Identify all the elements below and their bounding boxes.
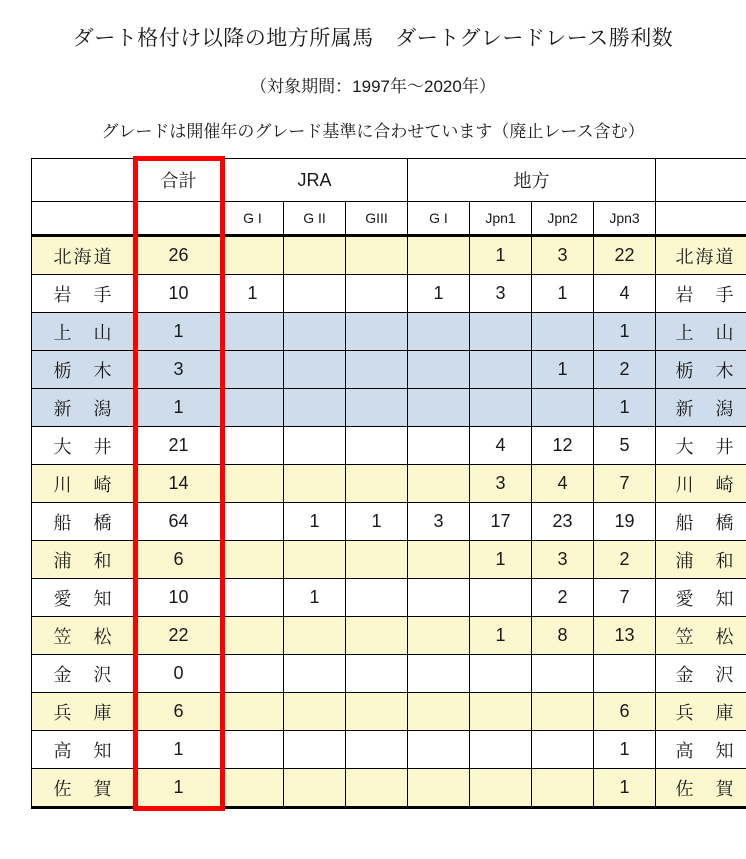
row-cell	[346, 769, 408, 808]
row-cell	[470, 313, 532, 351]
row-cell	[284, 769, 346, 808]
row-cell	[346, 617, 408, 655]
table-row	[32, 769, 746, 808]
table-row	[32, 427, 746, 465]
row-cell	[222, 503, 284, 541]
subheader-1: G II	[284, 202, 346, 236]
row-cell	[346, 693, 408, 731]
subheader-3: G I	[408, 202, 470, 236]
row-cell: 8	[532, 617, 594, 655]
row-label-right: 笠 松	[656, 617, 746, 655]
row-total: 6	[136, 541, 222, 579]
row-cell	[346, 427, 408, 465]
row-label-left: 船 橋	[32, 503, 136, 541]
row-cell: 17	[470, 503, 532, 541]
subheader-blank-right	[656, 202, 746, 236]
row-cell	[408, 693, 470, 731]
row-cell: 19	[594, 503, 656, 541]
row-cell	[284, 693, 346, 731]
row-cell	[284, 236, 346, 275]
table-row	[32, 617, 746, 655]
row-cell: 1	[222, 275, 284, 313]
row-cell	[284, 313, 346, 351]
row-label-right: 上 山	[656, 313, 746, 351]
row-cell	[222, 655, 284, 693]
row-cell: 5	[594, 427, 656, 465]
row-cell: 1	[284, 579, 346, 617]
row-cell	[222, 617, 284, 655]
row-cell: 1	[532, 275, 594, 313]
row-label-left: 新 潟	[32, 389, 136, 427]
row-cell	[222, 236, 284, 275]
row-total: 0	[136, 655, 222, 693]
row-cell	[346, 579, 408, 617]
row-cell: 4	[594, 275, 656, 313]
row-cell: 3	[532, 541, 594, 579]
row-cell	[346, 389, 408, 427]
row-cell	[532, 693, 594, 731]
row-cell	[470, 389, 532, 427]
row-cell: 22	[594, 236, 656, 275]
row-total: 10	[136, 579, 222, 617]
row-cell	[346, 313, 408, 351]
row-total: 22	[136, 617, 222, 655]
row-label-right: 愛 知	[656, 579, 746, 617]
row-cell	[408, 236, 470, 275]
table-row	[32, 541, 746, 579]
table-row	[32, 275, 746, 313]
row-cell: 3	[532, 236, 594, 275]
row-cell	[346, 236, 408, 275]
row-label-right: 金 沢	[656, 655, 746, 693]
table-row	[32, 731, 746, 769]
row-label-left: 金 沢	[32, 655, 136, 693]
table-row	[32, 313, 746, 351]
subheader-2: GIII	[346, 202, 408, 236]
row-label-right: 栃 木	[656, 351, 746, 389]
row-cell: 12	[532, 427, 594, 465]
row-cell: 1	[594, 731, 656, 769]
row-cell	[284, 731, 346, 769]
row-cell	[222, 465, 284, 503]
row-label-right: 大 井	[656, 427, 746, 465]
row-cell	[408, 351, 470, 389]
row-label-right: 川 崎	[656, 465, 746, 503]
row-cell	[532, 731, 594, 769]
row-cell	[594, 655, 656, 693]
row-cell: 1	[594, 389, 656, 427]
subheader-6: Jpn3	[594, 202, 656, 236]
row-label-left: 北海道	[32, 236, 136, 275]
row-cell	[470, 731, 532, 769]
table-row	[32, 503, 746, 541]
row-cell	[222, 769, 284, 808]
row-cell	[470, 769, 532, 808]
row-cell	[346, 275, 408, 313]
row-total: 14	[136, 465, 222, 503]
page-title: ダート格付け以降の地方所属馬 ダートグレードレース勝利数	[72, 27, 674, 50]
row-cell	[222, 541, 284, 579]
row-label-right: 兵 庫	[656, 693, 746, 731]
row-cell: 1	[470, 236, 532, 275]
table-row	[32, 693, 746, 731]
header-local: 地方	[408, 159, 656, 202]
row-total: 3	[136, 351, 222, 389]
row-label-left: 佐 賀	[32, 769, 136, 808]
row-cell: 2	[594, 541, 656, 579]
row-cell: 7	[594, 465, 656, 503]
row-cell	[284, 617, 346, 655]
header-jra: JRA	[222, 159, 408, 202]
row-cell: 1	[470, 541, 532, 579]
row-cell: 23	[532, 503, 594, 541]
row-cell	[408, 655, 470, 693]
row-cell	[284, 275, 346, 313]
row-label-left: 上 山	[32, 313, 136, 351]
table-row	[32, 351, 746, 389]
row-cell: 1	[532, 351, 594, 389]
row-label-right: 浦 和	[656, 541, 746, 579]
row-cell	[408, 541, 470, 579]
table-header-sub-row	[32, 202, 746, 236]
row-cell: 4	[532, 465, 594, 503]
row-cell	[346, 541, 408, 579]
row-cell	[346, 351, 408, 389]
row-label-right: 北海道	[656, 236, 746, 275]
row-total: 26	[136, 236, 222, 275]
row-cell: 2	[532, 579, 594, 617]
subheader-total-blank	[136, 202, 222, 236]
row-cell	[470, 655, 532, 693]
row-cell	[284, 427, 346, 465]
row-cell	[532, 655, 594, 693]
row-cell	[532, 313, 594, 351]
row-label-left: 兵 庫	[32, 693, 136, 731]
row-label-right: 新 潟	[656, 389, 746, 427]
row-cell	[408, 389, 470, 427]
row-cell	[470, 693, 532, 731]
subheader-0: G I	[222, 202, 284, 236]
row-cell	[408, 465, 470, 503]
row-cell	[222, 579, 284, 617]
row-total: 1	[136, 389, 222, 427]
row-cell	[222, 389, 284, 427]
row-cell	[222, 427, 284, 465]
row-cell	[346, 731, 408, 769]
row-total: 1	[136, 313, 222, 351]
table-row	[32, 655, 746, 693]
row-cell	[222, 731, 284, 769]
row-cell: 3	[470, 275, 532, 313]
row-cell	[470, 351, 532, 389]
table-row	[32, 236, 746, 275]
row-cell	[408, 731, 470, 769]
subheader-5: Jpn2	[532, 202, 594, 236]
row-cell	[222, 693, 284, 731]
row-cell: 2	[594, 351, 656, 389]
row-cell	[222, 313, 284, 351]
row-cell	[532, 769, 594, 808]
win-count-table	[31, 158, 746, 809]
row-cell: 3	[408, 503, 470, 541]
row-total: 64	[136, 503, 222, 541]
row-cell: 1	[346, 503, 408, 541]
row-cell	[284, 655, 346, 693]
subheader-blank-left	[32, 202, 136, 236]
row-label-left: 高 知	[32, 731, 136, 769]
row-cell: 4	[470, 427, 532, 465]
row-cell: 1	[284, 503, 346, 541]
row-label-right: 船 橋	[656, 503, 746, 541]
row-label-left: 浦 和	[32, 541, 136, 579]
subheader-4: Jpn1	[470, 202, 532, 236]
row-label-left: 岩 手	[32, 275, 136, 313]
row-total: 10	[136, 275, 222, 313]
row-label-left: 愛 知	[32, 579, 136, 617]
row-total: 6	[136, 693, 222, 731]
row-total: 1	[136, 731, 222, 769]
row-label-left: 栃 木	[32, 351, 136, 389]
header-blank-right	[656, 159, 746, 202]
title-block	[0, 0, 746, 142]
row-cell	[408, 313, 470, 351]
row-cell	[408, 427, 470, 465]
row-cell	[470, 579, 532, 617]
row-label-right: 岩 手	[656, 275, 746, 313]
row-cell	[284, 541, 346, 579]
row-cell: 1	[470, 617, 532, 655]
row-cell	[346, 465, 408, 503]
table-row	[32, 389, 746, 427]
row-cell	[284, 465, 346, 503]
row-cell: 7	[594, 579, 656, 617]
table-container	[31, 158, 736, 809]
row-cell: 1	[594, 769, 656, 808]
header-total: 合計	[136, 159, 222, 202]
table-row	[32, 465, 746, 503]
row-cell: 13	[594, 617, 656, 655]
row-label-right: 佐 賀	[656, 769, 746, 808]
row-label-left: 大 井	[32, 427, 136, 465]
row-cell	[408, 617, 470, 655]
row-label-right: 高 知	[656, 731, 746, 769]
row-total: 1	[136, 769, 222, 808]
page-subtitle: （対象期間：1997年～2020年）	[250, 77, 496, 96]
table-header-group-row	[32, 159, 746, 202]
row-cell	[408, 579, 470, 617]
row-cell	[284, 389, 346, 427]
row-cell	[346, 655, 408, 693]
row-cell	[408, 769, 470, 808]
row-cell: 3	[470, 465, 532, 503]
page-note: グレードは開催年のグレード基準に合わせています（廃止レース含む）	[101, 122, 645, 141]
row-label-left: 川 崎	[32, 465, 136, 503]
table-row	[32, 579, 746, 617]
row-total: 21	[136, 427, 222, 465]
row-cell	[532, 389, 594, 427]
row-cell	[222, 351, 284, 389]
row-cell	[284, 351, 346, 389]
row-cell: 1	[408, 275, 470, 313]
row-cell: 6	[594, 693, 656, 731]
row-cell: 1	[594, 313, 656, 351]
row-label-left: 笠 松	[32, 617, 136, 655]
header-blank-left	[32, 159, 136, 202]
